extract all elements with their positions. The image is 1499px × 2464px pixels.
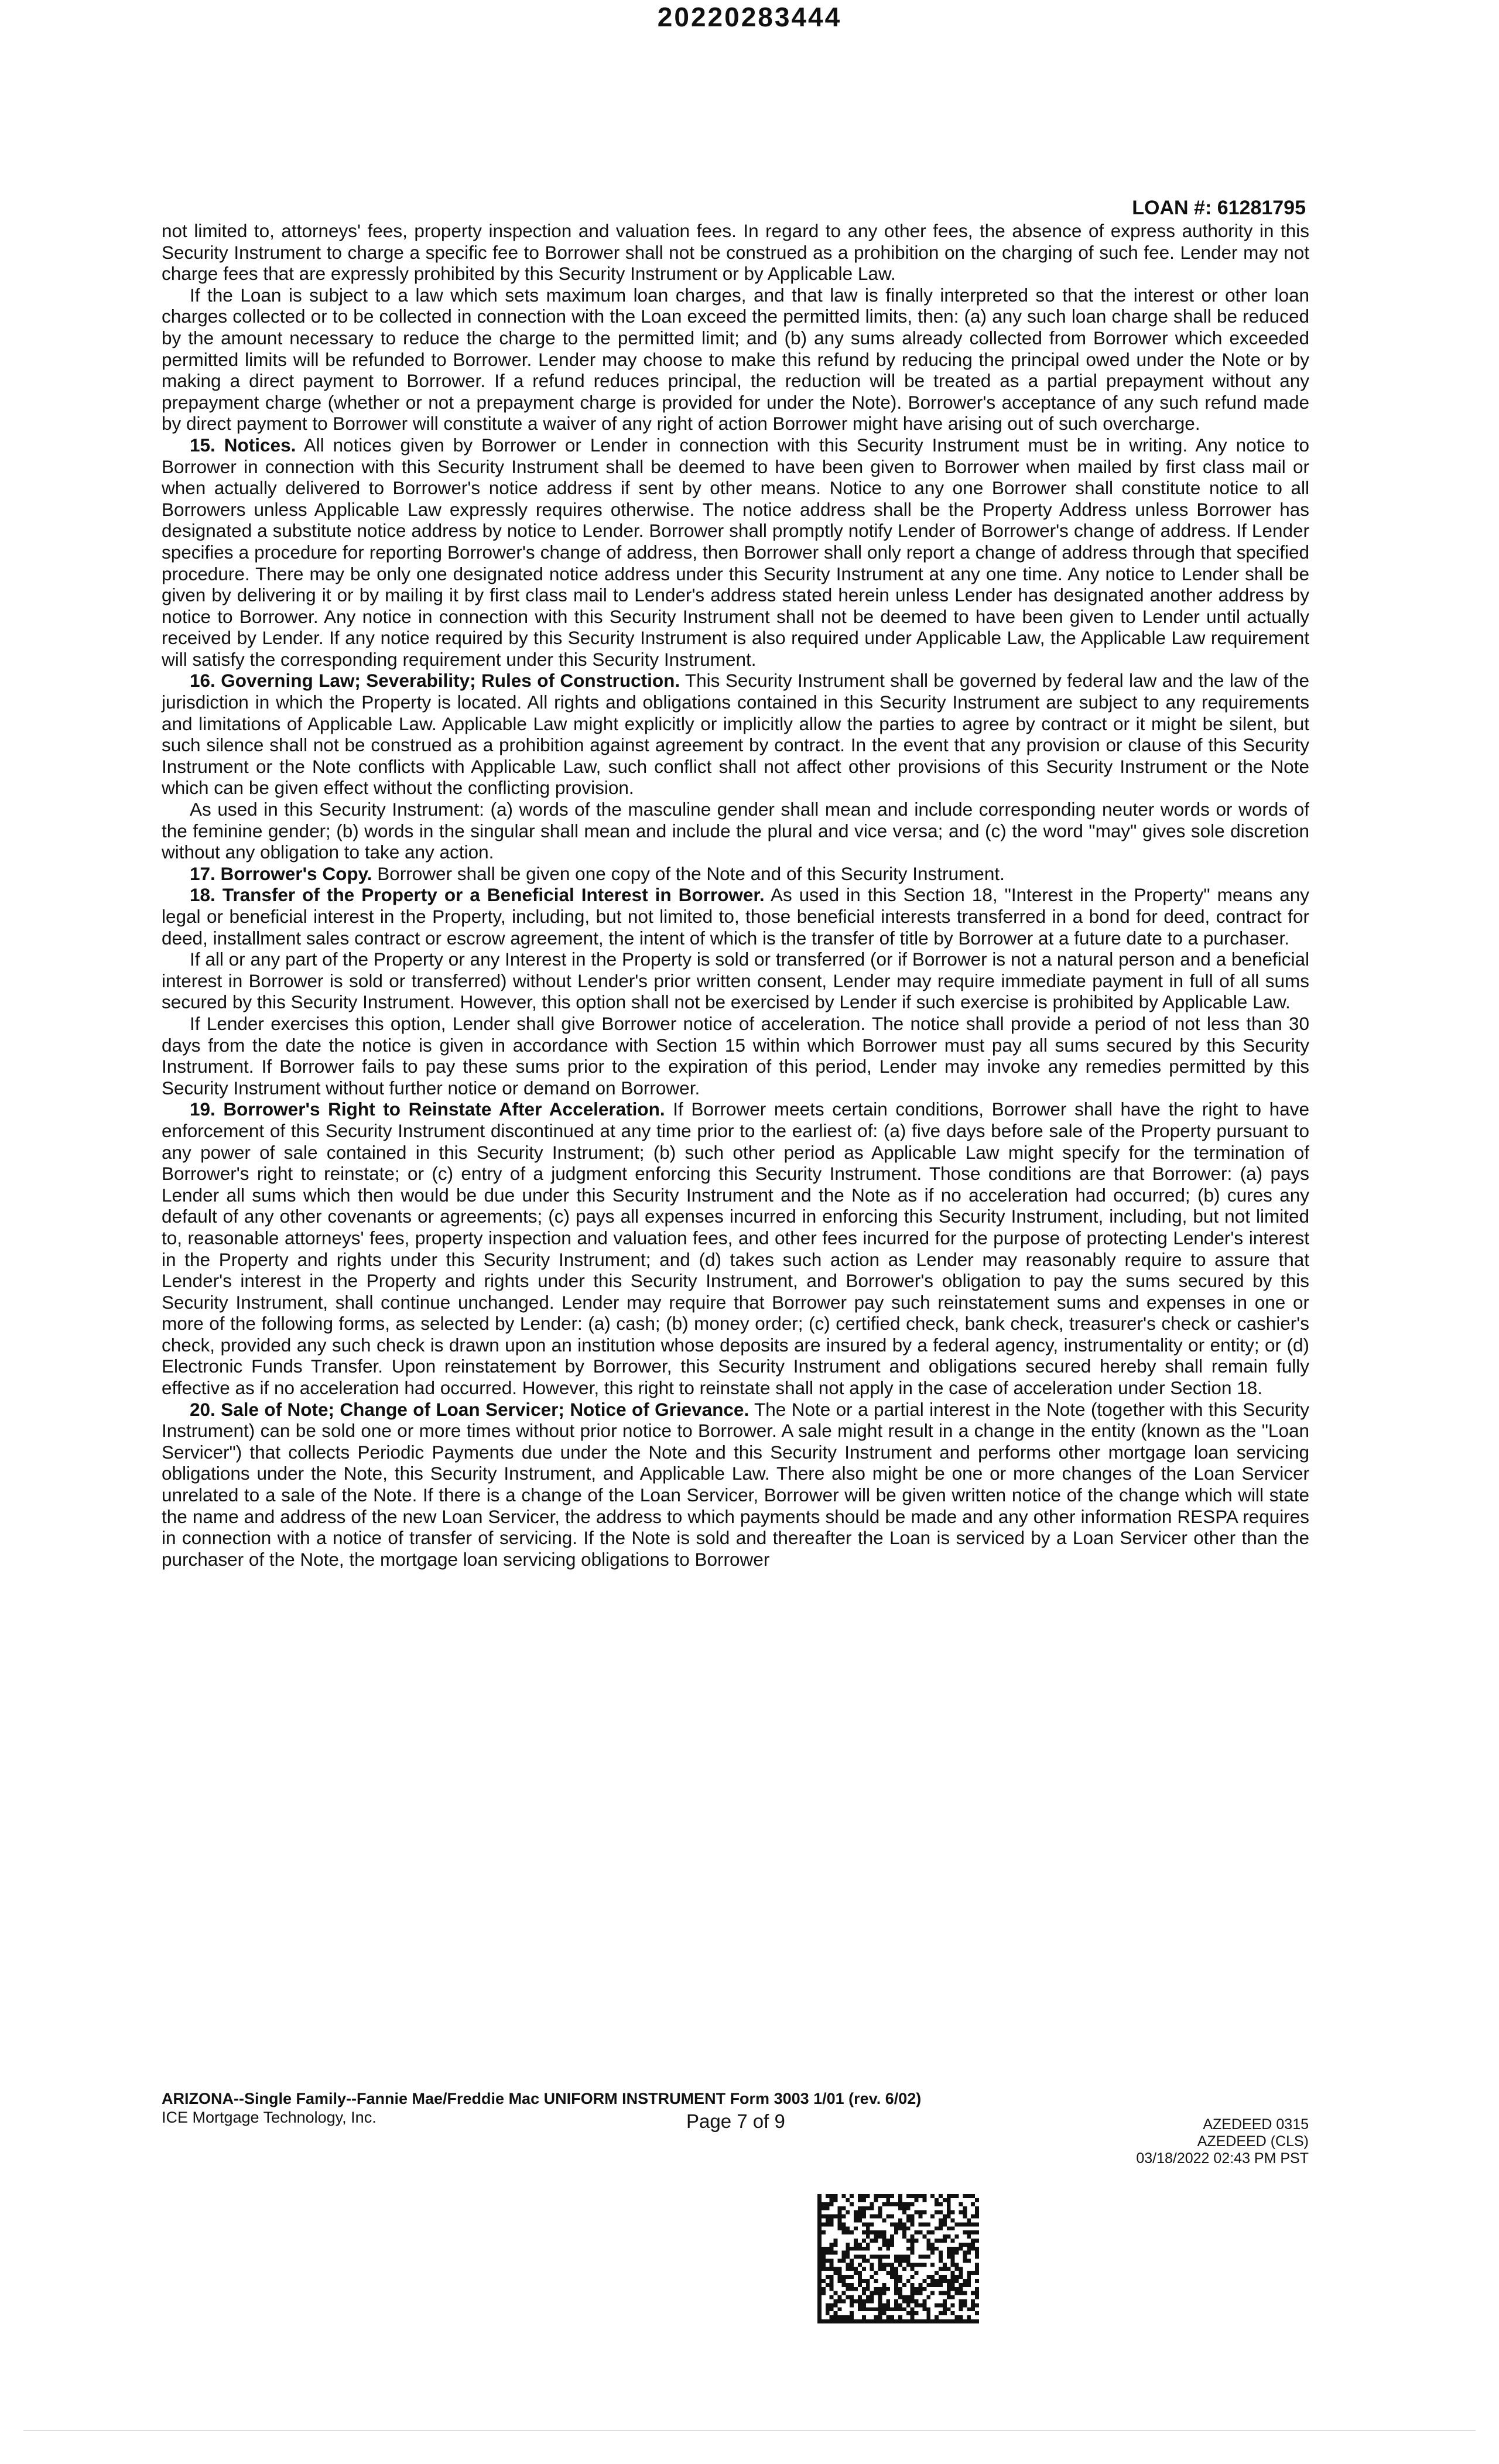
section-heading: 16. Governing Law; Severability; Rules of Construction. xyxy=(190,670,680,692)
paragraph: not limited to, attorneys' fees, property inspection and valuation fees. In regard to any other fees, the absence of express authority in this Security Instrument to charge a specific fee to Borrower shall not be construed as a prohibition on the charging of such fee. Lender may not charge fees that are expressly prohibited by this Security Instrument or by Applicable Law. xyxy=(162,220,1309,285)
section-heading: 19. Borrower's Right to Reinstate After Acceleration. xyxy=(190,1098,665,1120)
section-text: This Security Instrument shall be governed by federal law and the law of the jurisdiction in which the Property is located. All rights and obligations contained in this Security Instrument are subject to any requirements and limitations of Applicable Law. Applicable Law might explicitly or implicitly allow the parties to agree by contract or it might be silent, but such silence shall not be construed as a prohibition against agreement by contract. In the event that any provision or clause of this Security Instrument or the Note conflicts with Applicable Law, such conflict shall not affect other provisions of this Security Instrument or the Note which can be given effect without the conflicting provision. xyxy=(162,670,1309,799)
section-heading: 15. Notices. xyxy=(190,434,296,456)
section-18 xyxy=(162,884,1309,949)
vendor-name: ICE Mortgage Technology, Inc. xyxy=(162,2109,377,2126)
footer-codes xyxy=(1136,2116,1309,2167)
section-heading: 20. Sale of Note; Change of Loan Servicer; Notice of Grievance. xyxy=(190,1398,750,1420)
paragraph: If the Loan is subject to a law which sets maximum loan charges, and that law is finally interpreted so that the interest or other loan charges collected or to be collected in connection with the Loan exceed the permitted limits, then: (a) any such loan charge shall be reduced by the amount necessary to reduce the charge to the permitted limit; and (b) any sums already collected from Borrower which exceeded permitted limits will be refunded to Borrower. Lender may choose to make this refund by reducing the principal owed under the Note or by making a direct payment to Borrower. If a refund reduces principal, the reduction will be treated as a partial prepayment without any prepayment charge (whether or not a prepayment charge is provided for under the Note). Borrower's acceptance of any such refund made by direct payment to Borrower will constitute a waiver of any right of action Borrower might have arising out of such overcharge. xyxy=(162,284,1309,434)
section-20 xyxy=(162,1399,1309,1570)
section-text: All notices given by Borrower or Lender in connection with this Security Instrument must be in writing. Any notice to Borrower in connection with this Security Instrument shall be deemed to have been given to Borrower when mailed by first class mail or when actually delivered to Borrower's notice address if sent by other means. Notice to any one Borrower shall constitute notice to all Borrowers unless Applicable Law expressly requires otherwise. The notice address shall be the Property Address unless Borrower has designated a substitute notice address by notice to Lender. Borrower shall promptly notify Lender of Borrower's change of address. If Lender specifies a procedure for reporting Borrower's change of address, then Borrower shall only report a change of address through that specified procedure. There may be only one designated notice address under this Security Instrument at any one time. Any notice to Lender shall be given by delivering it or by mailing it by first class mail to Lender's address stated herein unless Lender has designated another address by notice to Borrower. Any notice in connection with this Security Instrument shall not be deemed to have been given to Lender until actually received by Lender. If any notice required by this Security Instrument is also required under Applicable Law, the Applicable Law requirement will satisfy the corresponding requirement under this Security Instrument. xyxy=(162,434,1309,670)
form-code: AZEDEED 0315 xyxy=(1203,2116,1309,2133)
section-heading: 17. Borrower's Copy. xyxy=(190,863,372,884)
section-19 xyxy=(162,1098,1309,1398)
document-body xyxy=(162,220,1309,1570)
page-number: Page 7 of 9 xyxy=(686,2110,785,2132)
form-code-cls: AZEDEED (CLS) xyxy=(1197,2133,1309,2150)
paragraph: If Lender exercises this option, Lender shall give Borrower notice of acceleration. The notice shall provide a period of not less than 30 days from the date the notice is given in accordance with Section 15 within which Borrower must pay all sums secured by this Security Instrument. If Borrower fails to pay these sums prior to the expiration of this period, Lender may invoke any remedies permitted by this Security Instrument without further notice or demand on Borrower. xyxy=(162,1012,1309,1098)
footer-form-info xyxy=(162,2089,921,2127)
section-text: Borrower shall be given one copy of the Note and of this Security Instrument. xyxy=(377,863,1005,884)
form-line: ARIZONA--Single Family--Fannie Mae/Freddie Mac UNIFORM INSTRUMENT Form 3003 1/01 (rev. 6/02) xyxy=(162,2090,922,2107)
section-16 xyxy=(162,670,1309,799)
section-text: As used in this Section 18, "Interest in the Property" means any legal or beneficial interest in the Property, including, but not limited to, those beneficial interests transferred in a bond for deed, contract for deed, installment sales contract or escrow agreement, the intent of which is the transfer of title by Borrower at a future date to a purchaser. xyxy=(162,884,1309,949)
section-text: If Borrower meets certain conditions, Borrower shall have the right to have enforcement of this Security Instrument discontinued at any time prior to the earliest of: (a) five days before sale of the Property pursuant to any power of sale contained in this Security Instrument; (b) such other period as Applicable Law might specify for the termination of Borrower's right to reinstate; or (c) entry of a judgment enforcing this Security Instrument. Those conditions are that Borrower: (a) pays Lender all sums which then would be due under this Security Instrument and the Note as if no acceleration had occurred; (b) cures any default of any other covenants or agreements; (c) pays all expenses incurred in enforcing this Security Instrument, including, but not limited to, reasonable attorneys' fees, property inspection and valuation fees, and other fees incurred for the purpose of protecting Lender's interest in the Property and rights under this Security Instrument; and (d) takes such action as Lender may reasonably require to assure that Lender's interest in the Property and rights under this Security Instrument, and Borrower's obligation to pay the sums secured by this Security Instrument, shall continue unchanged. Lender may require that Borrower pay such reinstatement sums and expenses in one or more of the following forms, as selected by Lender: (a) cash; (b) money order; (c) certified check, bank check, treasurer's check or cashier's check, provided any such check is drawn upon an institution whose deposits are insured by a federal agency, instrumentality or entity; or (d) Electronic Funds Transfer. Upon reinstatement by Borrower, this Security Instrument and obligations secured hereby shall remain fully effective as if no acceleration had occurred. However, this right to reinstate shall not apply in the case of acceleration under Section 18. xyxy=(162,1098,1309,1399)
section-17 xyxy=(162,863,1309,885)
barcode-icon xyxy=(817,2193,979,2325)
section-heading: 18. Transfer of the Property or a Beneficial Interest in Borrower. xyxy=(190,884,765,906)
print-timestamp: 03/18/2022 02:43 PM PST xyxy=(1136,2150,1309,2167)
document-number: 20220283444 xyxy=(657,2,842,32)
paragraph: As used in this Security Instrument: (a) words of the masculine gender shall mean and include corresponding neuter words or words of the feminine gender; (b) words in the singular shall mean and include the plural and vice versa; and (c) the word "may" gives sole discretion without any obligation to take any action. xyxy=(162,799,1309,863)
section-15 xyxy=(162,434,1309,670)
section-text: The Note or a partial interest in the Note (together with this Security Instrument) can be sold one or more times without prior notice to Borrower. A sale might result in a change in the entity (known as the "Loan Servicer") that collects Periodic Payments due under the Note and this Security Instrument and performs other mortgage loan servicing obligations under the Note, this Security Instrument, and Applicable Law. There also might be one or more changes of the Loan Servicer unrelated to a sale of the Note. If there is a change of the Loan Servicer, Borrower will be given written notice of the change which will state the name and address of the new Loan Servicer, the address to which payments should be made and any other information RESPA requires in connection with a notice of transfer of servicing. If the Note is sold and thereafter the Loan is serviced by a Loan Servicer other than the purchaser of the Note, the mortgage loan servicing obligations to Borrower xyxy=(162,1398,1309,1570)
loan-number: LOAN #: 61281795 xyxy=(1132,197,1306,219)
paragraph: If all or any part of the Property or any Interest in the Property is sold or transferred (or if Borrower is not a natural person and a beneficial interest in Borrower is sold or transferred) without Lender's prior written consent, Lender may require immediate payment in full of all sums secured by this Security Instrument. However, this option shall not be exercised by Lender if such exercise is prohibited by Applicable Law. xyxy=(162,949,1309,1013)
scan-edge-line xyxy=(23,2430,1476,2431)
